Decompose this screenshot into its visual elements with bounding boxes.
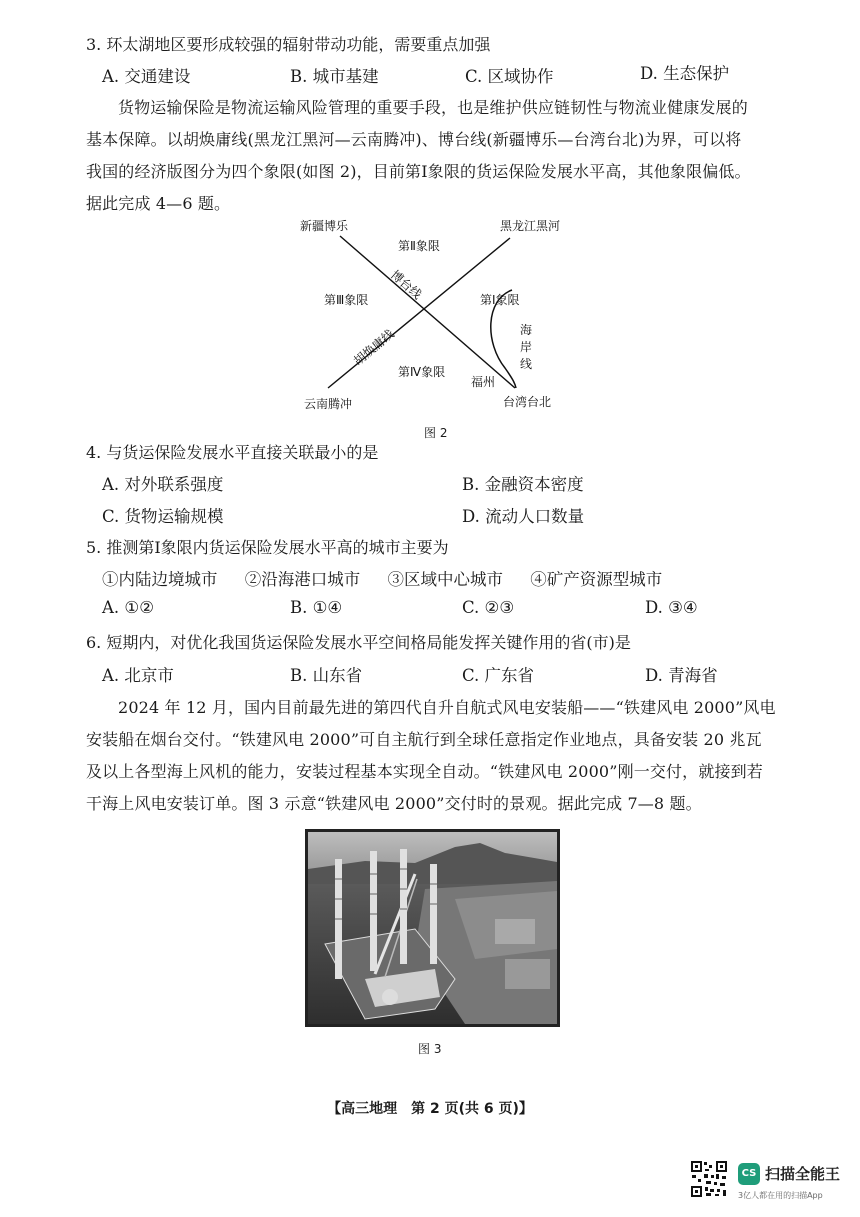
q6-option-c: C. 广东省 bbox=[462, 666, 535, 685]
q5-statement-2: ②沿海港口城市 bbox=[244, 570, 361, 589]
q5-option-d: D. ③④ bbox=[645, 598, 698, 617]
label-coastline-char-3: 线 bbox=[520, 357, 533, 371]
q6-stem: 6. 短期内，对优化我国货运保险发展水平空间格局能发挥关键作用的省(市)是 bbox=[86, 633, 631, 652]
q4-option-b: B. 金融资本密度 bbox=[462, 475, 584, 494]
passage1-line-1: 货物运输保险是物流运输风险管理的重要手段，也是维护供应链韧性与物流业健康发展的 bbox=[118, 98, 748, 117]
figure-3-wind-installation-ship-photo bbox=[305, 829, 560, 1027]
figure-2-quadrant-diagram bbox=[290, 208, 590, 418]
q5-statement-4: ④矿产资源型城市 bbox=[530, 570, 663, 589]
page-footer: 【高三地理 第 2 页(共 6 页)】 bbox=[327, 1101, 533, 1117]
q4-option-d: D. 流动人口数量 bbox=[462, 507, 585, 526]
q5-option-b: B. ①④ bbox=[290, 598, 343, 617]
label-quadrant-4: 第Ⅳ象限 bbox=[398, 365, 446, 379]
label-botai-line: 博台线 bbox=[388, 267, 425, 302]
label-taiwan-taibei: 台湾台北 bbox=[503, 395, 552, 409]
passage2-line-3: 及以上各型海上风机的能力，安装过程基本实现全自动。“铁建风电 2000”刚一交付，就接到若 bbox=[86, 762, 763, 781]
q3-option-a: A. 交通建设 bbox=[102, 67, 191, 86]
q5-statement-list bbox=[102, 566, 684, 590]
camscanner-brand-name: 扫描全能王 bbox=[765, 1165, 841, 1183]
passage2-line-2: 安装船在烟台交付。“铁建风电 2000”可自主航行到全球任意指定作业地点，具备安装 20 兆瓦 bbox=[86, 730, 762, 749]
figure-3-caption: 图 3 bbox=[418, 1042, 442, 1056]
camscanner-logo-icon: CS bbox=[738, 1163, 760, 1185]
q3-option-b: B. 城市基建 bbox=[290, 67, 379, 86]
q3-option-d: D. 生态保护 bbox=[640, 64, 730, 83]
q6-option-a: A. 北京市 bbox=[102, 666, 174, 685]
q3-stem: 3. 环太湖地区要形成较强的辐射带动功能，需要重点加强 bbox=[86, 35, 491, 54]
passage2-line-1: 2024 年 12 月，国内目前最先进的第四代自升自航式风电安装船——“铁建风电 2000”风电 bbox=[118, 698, 776, 717]
q6-option-d: D. 青海省 bbox=[645, 666, 718, 685]
q5-option-a: A. ①② bbox=[102, 598, 154, 617]
label-xinjiang-bole: 新疆博乐 bbox=[300, 219, 349, 233]
q5-stem: 5. 推测第Ⅰ象限内货运保险发展水平高的城市主要为 bbox=[86, 538, 449, 557]
label-huhuanyong-line: 胡焕庸线 bbox=[350, 326, 397, 369]
passage1-line-2: 基本保障。以胡焕庸线(黑龙江黑河—云南腾冲)、博台线(新疆博乐—台湾台北)为界，可以将 bbox=[86, 130, 742, 149]
qr-code-icon bbox=[690, 1160, 728, 1198]
passage1-line-3: 我国的经济版图分为四个象限(如图 2)，目前第Ⅰ象限的货运保险发展水平高，其他象限偏低。 bbox=[86, 162, 751, 181]
q4-option-a: A. 对外联系强度 bbox=[102, 475, 224, 494]
q3-option-c: C. 区域协作 bbox=[465, 67, 554, 86]
q4-stem: 4. 与货运保险发展水平直接关联最小的是 bbox=[86, 443, 379, 462]
label-coastline-char-1: 海 bbox=[520, 323, 533, 337]
q5-option-c: C. ②③ bbox=[462, 598, 515, 617]
passage1-line-4: 据此完成 4—6 题。 bbox=[86, 194, 231, 213]
q5-statement-3: ③区域中心城市 bbox=[387, 570, 503, 589]
q4-option-c: C. 货物运输规模 bbox=[102, 507, 224, 526]
label-yunnan-tengchong: 云南腾冲 bbox=[304, 397, 353, 411]
q5-statement-1: ①内陆边境城市 bbox=[102, 570, 218, 589]
label-fuzhou: 福州 bbox=[471, 375, 496, 389]
q6-option-b: B. 山东省 bbox=[290, 666, 363, 685]
camscanner-tagline: 3亿人都在用的扫描App bbox=[738, 1191, 823, 1200]
label-quadrant-2: 第Ⅱ象限 bbox=[398, 239, 440, 253]
figure-2-caption: 图 2 bbox=[424, 426, 448, 440]
passage2-line-4: 干海上风电安装订单。图 3 示意“铁建风电 2000”交付时的景观。据此完成 7—8 题。 bbox=[86, 794, 702, 813]
label-heilongjiang-heihe: 黑龙江黑河 bbox=[500, 219, 561, 233]
label-quadrant-3: 第Ⅲ象限 bbox=[324, 293, 369, 307]
label-coastline-char-2: 岸 bbox=[520, 340, 533, 354]
label-quadrant-1: 第Ⅰ象限 bbox=[480, 293, 520, 307]
